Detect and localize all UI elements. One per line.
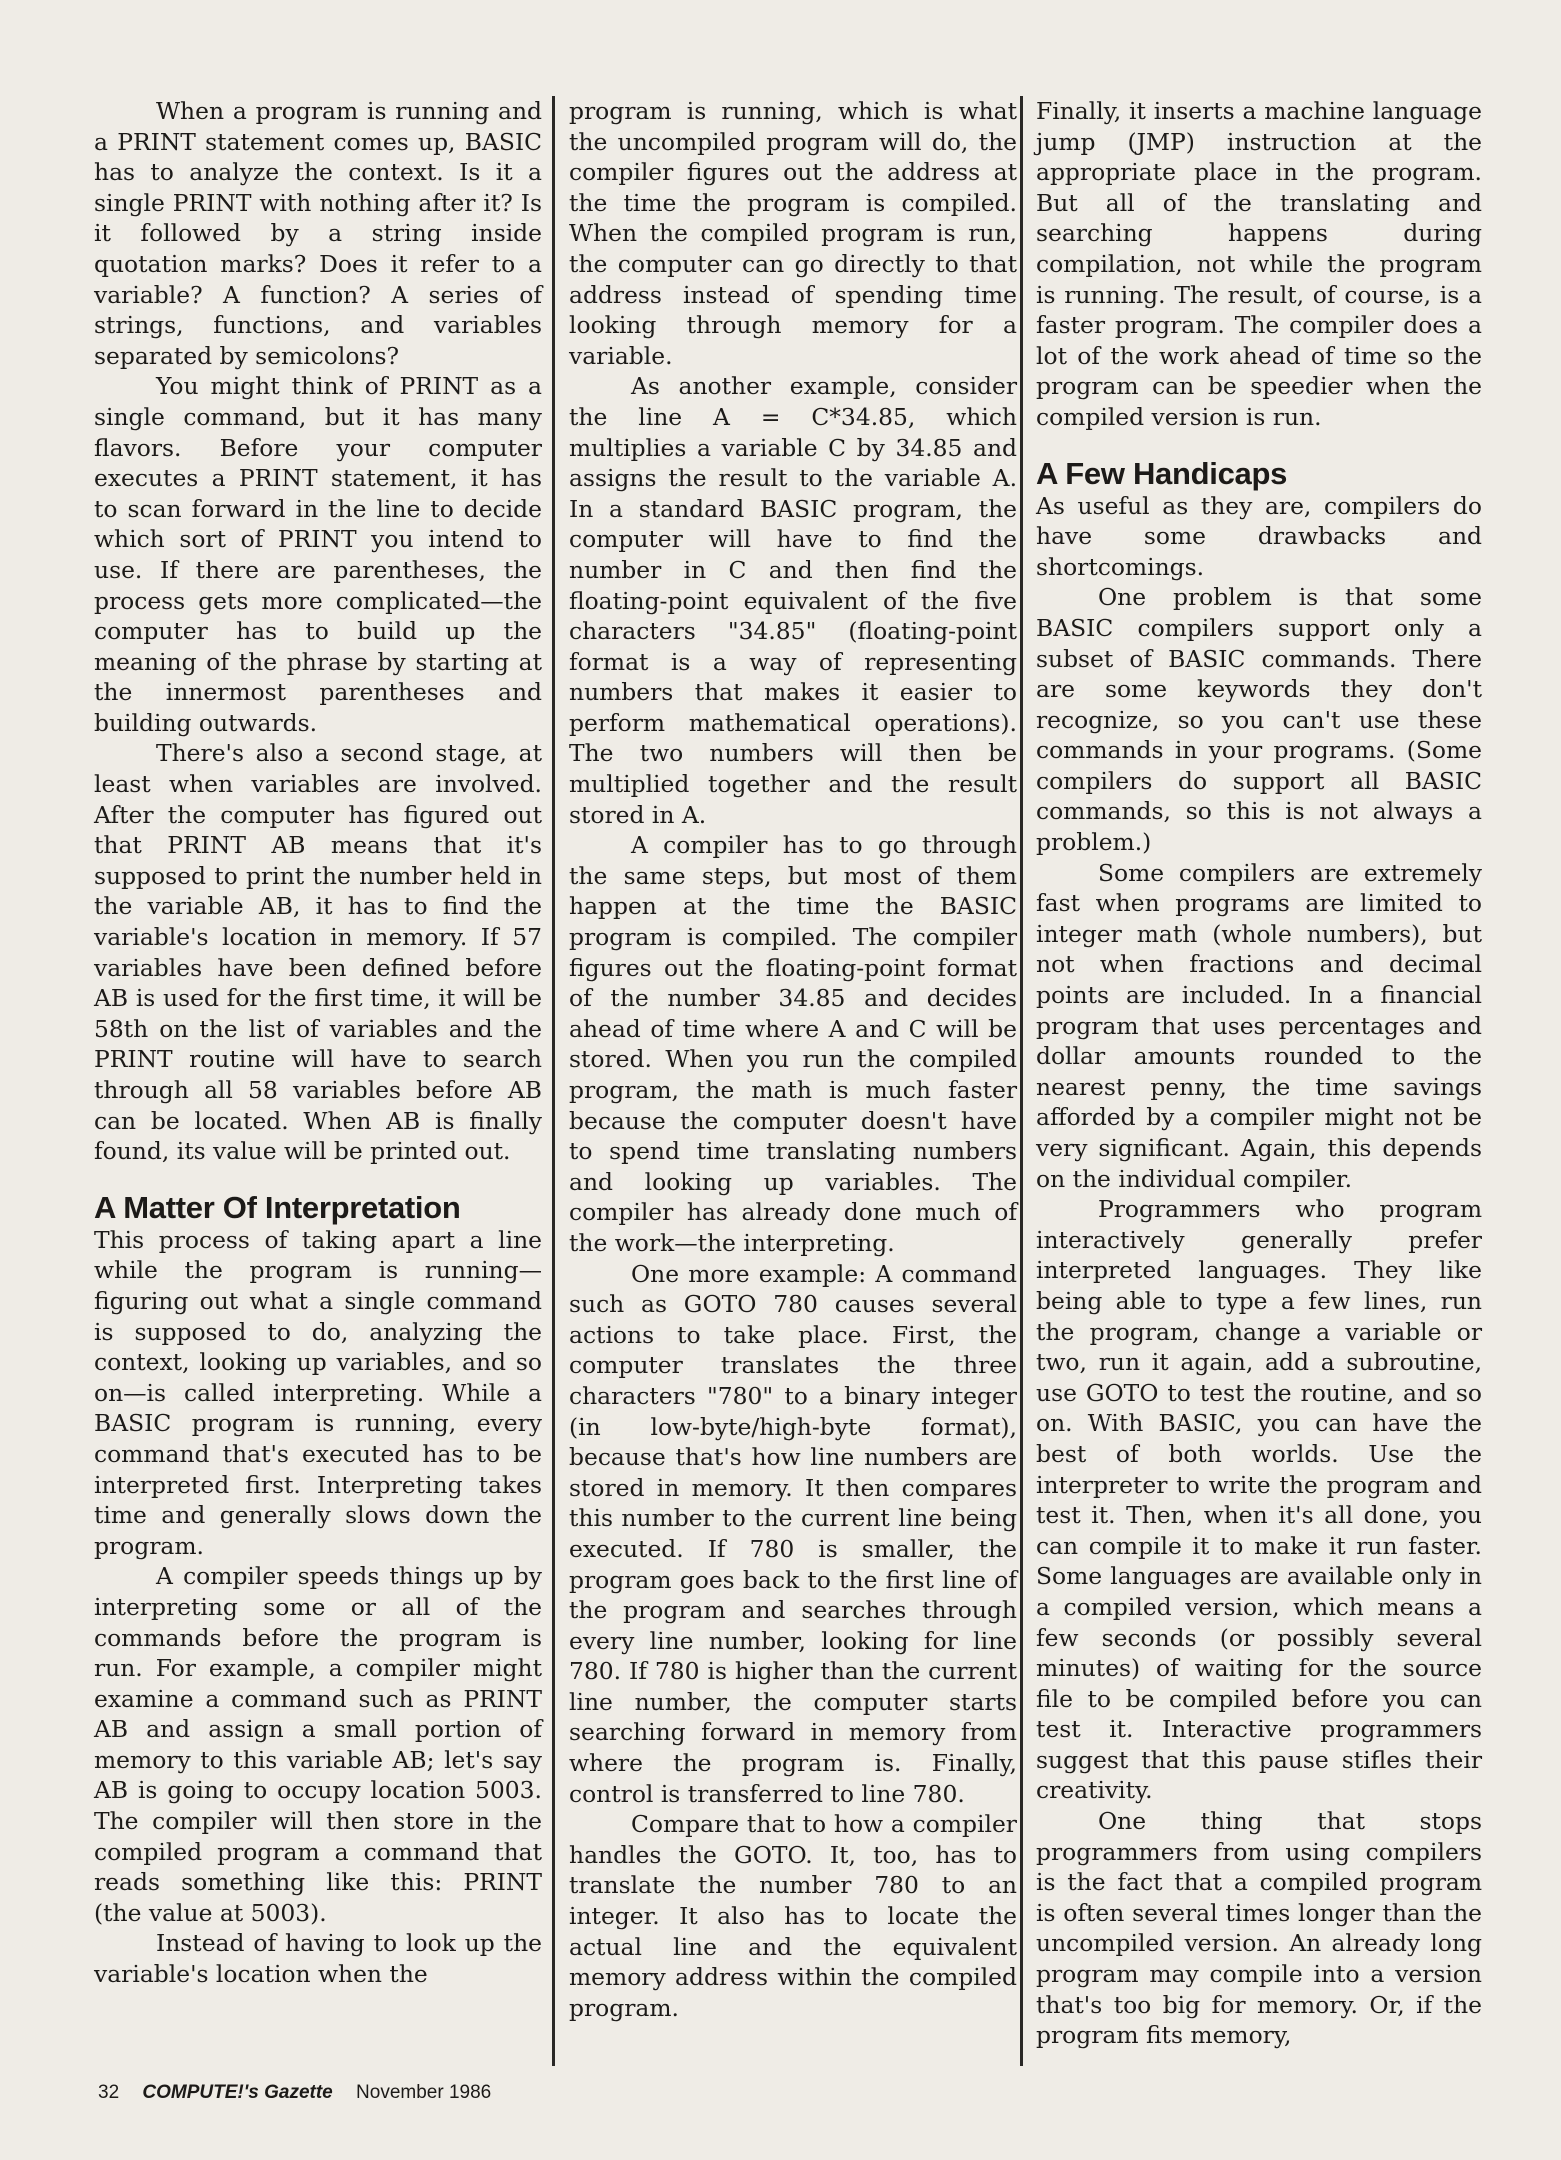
paragraph: program is running, which is what the uncompiled program will do, the compiler figures out the address at the time the program is compiled. When the compiled program is run, the computer can go directly to that address instead of spending time looking through memory for a variable.: [569, 97, 1017, 370]
paragraph: A compiler speeds things up by interpreting some or all of the commands before the program is run. For example, a compiler might examine a command such as PRINT AB and assign a small portion of memory to this variable AB; let's say AB is going to occupy location 5003. The compiler will then store in the compiled program a command that reads something like this: PRINT (the value at 5003).: [94, 1562, 542, 1927]
magazine-name: COMPUTE!'s Gazette: [142, 2082, 333, 2103]
paragraph: One problem is that some BASIC compilers support only a subset of BASIC commands. There are some keywords they don't recognize, so you can't use these commands in your programs. (Some compilers do support all BASIC commands, so this is not always a problem.): [1036, 583, 1482, 857]
page-number: 32: [98, 2082, 120, 2103]
column-divider: [552, 96, 555, 2066]
column-2: [569, 96, 1017, 2023]
paragraph: One more example: A command such as GOTO 780 causes several actions to take place. First, the computer translates the three characters "780" to a binary integer (in low-byte/high-byte format), because that's how line numbers are stored in memory. It then compares this number to the current line being executed. If 780 is smaller, the program goes back to the first line of the program and searches through every line number, looking for line 780. If 780 is higher than the current line number, the computer starts searching forward in memory from where the program is. Finally, control is transferred to line 780.: [569, 1259, 1017, 1808]
paragraph: A compiler has to go through the same steps, but most of them happen at the time the BASIC program is compiled. The compiler figures out the floating-point format of the number 34.85 and decides ahead of time where A and C will be stored. When you run the compiled program, the math is much faster because the computer doesn't have to spend time translating numbers and looking up variables. The compiler has already done much of the work—the interpreting.: [569, 831, 1017, 1257]
paragraph: Compare that to how a compiler handles the GOTO. It, too, has to translate the number 780 to an integer. It also has to locate the actual line and the equivalent memory address within the compiled program.: [569, 1810, 1017, 2022]
page-footer: [98, 2082, 509, 2104]
column-3: [1036, 96, 1482, 2051]
paragraph: One thing that stops programmers from using compilers is the fact that a compiled program is often several times longer than the uncompiled version. An already long program may compile into a version that's too big for memory. Or, if the program fits memory,: [1036, 1807, 1482, 2050]
paragraph: Instead of having to look up the variable's location when the: [94, 1929, 542, 1989]
paragraph: When a program is running and a PRINT statement comes up, BASIC has to analyze the context. Is it a single PRINT with nothing after it? Is it followed by a string inside quotation marks? Does it refer to a variable? A function? A series of strings, functions, and variables separated by semicolons?: [94, 97, 542, 370]
paragraph: There's also a second stage, at least when variables are involved. After the computer has figured out that PRINT AB means that it's supposed to print the number held in the variable AB, it has to find the variable's location in memory. If 57 variables have been defined before AB is used for the first time, it will be 58th on the list of variables and the PRINT routine will have to search through all 58 variables before AB can be located. When AB is finally found, its value will be printed out.: [94, 739, 542, 1166]
issue-date: November 1986: [356, 2082, 492, 2103]
paragraph: As useful as they are, compilers do have some drawbacks and shortcomings.: [1036, 491, 1482, 581]
column-divider: [1020, 96, 1023, 2066]
paragraph: As another example, consider the line A = C*34.85, which multiplies a variable C by 34.85 and assigns the result to the variable A. In a standard BASIC program, the computer will have to find the number in C and then find the floating-point equivalent of the five characters "34.85" (floating-point format is a way of representing numbers that makes it easier to perform mathematical operations). The two numbers will then be multiplied together and the result stored in A.: [569, 372, 1017, 829]
paragraph: You might think of PRINT as a single command, but it has many flavors. Before your computer executes a PRINT statement, it has to scan forward in the line to decide which sort of PRINT you intend to use. If there are parentheses, the process gets more complicated—the computer has to build up the meaning of the phrase by starting at the innermost parentheses and building outwards.: [94, 372, 542, 737]
column-1: [94, 96, 542, 1990]
paragraph: Finally, it inserts a machine language jump (JMP) instruction at the appropriate place in the program. But all of the translating and searching happens during compilation, not while the program is running. The result, of course, is a faster program. The compiler does a lot of the work ahead of time so the program can be speedier when the compiled version is run.: [1036, 97, 1482, 431]
paragraph: This process of taking apart a line while the program is running—figuring out what a single command is supposed to do, analyzing the context, looking up variables, and so on—is called interpreting. While a BASIC program is running, every command that's executed has to be interpreted first. Interpreting takes time and generally slows down the program.: [94, 1225, 542, 1560]
section-heading: A Matter Of Interpretation: [94, 1189, 461, 1225]
section-heading: A Few Handicaps: [1036, 455, 1288, 491]
paragraph: Some compilers are extremely fast when programs are limited to integer math (whole numbers), but not when fractions and decimal points are included. In a financial program that uses percentages and dollar amounts rounded to the nearest penny, the time savings afforded by a compiler might not be very significant. Again, this depends on the individual compiler.: [1036, 858, 1482, 1193]
paragraph: Programmers who program interactively generally prefer interpreted languages. They like being able to type a few lines, run the program, change a variable or two, run it again, add a subroutine, use GOTO to test the routine, and so on. With BASIC, you can have the best of both worlds. Use the interpreter to write the program and test it. Then, when it's all done, you can compile it to make it run faster. Some languages are available only in a compiled version, which means a few seconds (or possibly several minutes) of waiting for the source file to be compiled before you can test it. Interactive programmers suggest that this pause stifles their creativity.: [1036, 1195, 1482, 1805]
